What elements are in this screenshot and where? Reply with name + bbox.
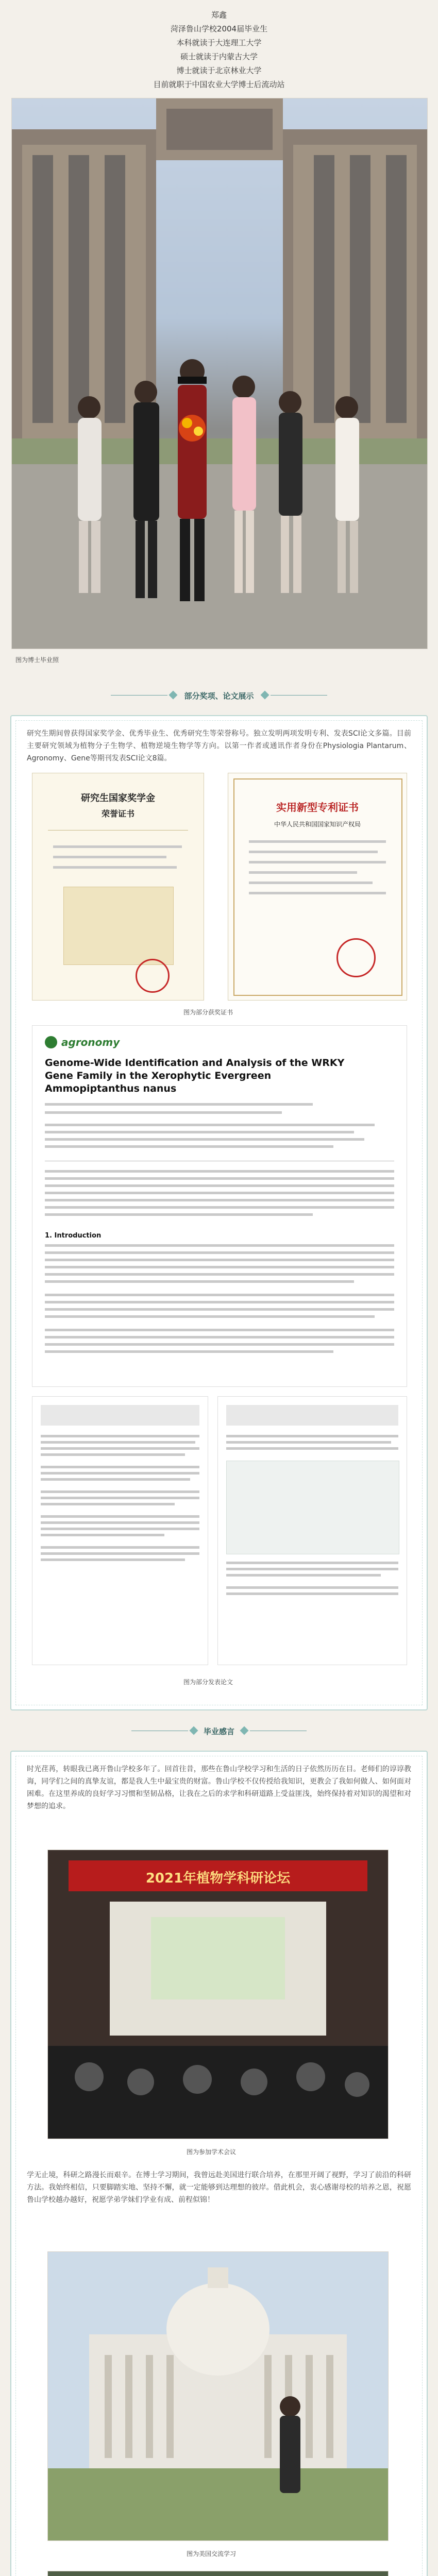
- divider-left: [111, 695, 167, 696]
- paper-line: [41, 1558, 185, 1561]
- paper-title: Genome-Wide Identification and Analysis of the WRKY Gene Family in the Xerophytic Evergreen Ammopiptanthus nanus: [45, 1057, 345, 1094]
- certificate-subtitle: 荣誉证书: [101, 809, 134, 819]
- paper-line: [41, 1472, 199, 1475]
- abstract-line: [45, 1177, 394, 1180]
- body-line: [45, 1315, 375, 1318]
- body-line: [45, 1294, 394, 1296]
- paper-line: [41, 1447, 199, 1450]
- usa-visit-photo-art: [48, 2252, 388, 2540]
- patent-certificate: [228, 773, 407, 1001]
- paper-line: [41, 1466, 199, 1468]
- patent-title: 实用新型专利证书: [276, 801, 359, 814]
- scholarship-certificate: [32, 773, 204, 1001]
- message-section-header: [0, 1721, 438, 1741]
- paper-line: [41, 1441, 195, 1444]
- message-paragraph-2: 学无止境，科研之路漫长而艰辛。在博士学习期间，我曾远赴美国进行联合培养，在那里开阔了视野，学习了前沿的科研方法。我始终相信，只要脚踏实地、坚持不懈，就一定能够到达理想的彼岸。借此机会，衷心感谢母校的培养之恩，祝愿鲁山学校越办越好，祝愿学弟学妹们学业有成、前程似锦！: [27, 2171, 411, 2204]
- paper-line: [41, 1515, 199, 1518]
- graduation-photo: [11, 98, 428, 649]
- paper-header-block: [41, 1405, 199, 1426]
- paper-line: [41, 1552, 199, 1555]
- body-line: [45, 1244, 394, 1247]
- journal-name: agronomy: [61, 1036, 120, 1048]
- paper-line: [226, 1435, 398, 1437]
- usa-visit-caption: 图为美国交流学习: [187, 2550, 237, 2557]
- journal-paper-page: [32, 1025, 407, 1387]
- certificate-rule: [48, 830, 188, 831]
- patent-line: [249, 861, 386, 863]
- paper-thumbnail-right: [217, 1396, 407, 1665]
- paper-line: [226, 1568, 398, 1570]
- patent-subtitle: 中华人民共和国国家知识产权局: [274, 821, 361, 828]
- paper-figure: [226, 1461, 399, 1554]
- message-card: [10, 1751, 428, 2576]
- affiliation-line: [45, 1138, 364, 1141]
- papers-paragraph: 研究生期间曾获得国家奖学金、优秀毕业生、优秀研究生等荣誉称号。独立发明两项发明专利、发表SCI论文多篇。目前主要研究领域为植物分子生物学、植物逆境生物学等方向。以第一作者或通讯作者身份在Physiologia Plantarum、Agronomy、Gene等期刊发表SCI论文8篇。: [27, 730, 411, 762]
- patent-line: [249, 851, 378, 853]
- paper-line: [226, 1586, 398, 1589]
- intro-line: 目前就职于中国农业大学博士后流动站: [153, 80, 285, 89]
- paper-line: [226, 1447, 398, 1450]
- paper-line: [41, 1546, 199, 1549]
- forum-banner: 2021年植物学科研论坛: [145, 1871, 291, 1886]
- paper-line: [41, 1478, 190, 1481]
- body-line: [45, 1251, 394, 1254]
- patent-stamp-icon: [336, 938, 376, 977]
- paper-line: [41, 1521, 199, 1524]
- papers-section-header: [0, 685, 438, 706]
- usa-visit-photo: [47, 2251, 389, 2541]
- body-line: [45, 1336, 394, 1338]
- intro-line: 郑鑫: [211, 10, 227, 20]
- abstract-line: [45, 1170, 394, 1173]
- message-paragraph-1: 时光荏苒，转眼我已离开鲁山学校多年了。回首往昔，那些在鲁山学校学习和生活的日子依然历历在目。老师们的谆谆教诲，同学们之间的真挚友谊，都是我人生中最宝贵的财富。鲁山学校不仅传授给我知识，更教会了我如何做人、如何面对困难。在这里养成的良好学习习惯和坚韧品格，让我在之后的求学和科研道路上受益匪浅，始终保持着对知识的渴望和对梦想的追求。: [27, 1765, 411, 1810]
- abstract-line: [45, 1184, 394, 1187]
- graduation-photo-art: [12, 98, 427, 649]
- certificate-line: [53, 856, 166, 858]
- paper-section-label: 1. Introduction: [45, 1232, 102, 1240]
- abstract-line: [45, 1192, 394, 1194]
- body-line: [45, 1273, 394, 1276]
- paper-line: [226, 1592, 398, 1595]
- papers-section-title: 部分奖项、论文展示: [184, 691, 254, 701]
- body-line: [45, 1329, 394, 1331]
- divider-right: [271, 695, 327, 696]
- affiliation-line: [45, 1124, 375, 1126]
- paper-line: [226, 1574, 381, 1577]
- body-line: [45, 1308, 394, 1311]
- paper-caption: 图为部分发表论文: [183, 1679, 233, 1686]
- group-photo: [47, 2571, 389, 2576]
- body-line: [45, 1343, 394, 1346]
- intro-line: 本科就读于大连理工大学: [176, 38, 262, 47]
- certificate-stamp-icon: [136, 959, 170, 993]
- patent-line: [249, 892, 386, 894]
- conference-photo: [47, 1850, 389, 2139]
- certificate-line: [53, 866, 177, 869]
- abstract-line: [45, 1199, 394, 1201]
- certificate-caption: 图为部分获奖证书: [183, 1009, 233, 1016]
- intro-line: 硕士就读于内蒙古大学: [180, 52, 258, 61]
- body-line: [45, 1350, 333, 1353]
- paper-line: [226, 1562, 398, 1564]
- intro-line: 菏泽鲁山学校2004届毕业生: [170, 24, 268, 33]
- body-line: [45, 1301, 394, 1303]
- conference-photo-caption: 图为参加学术会议: [187, 2148, 237, 2156]
- patent-line: [249, 840, 386, 843]
- author-line: [45, 1111, 282, 1114]
- certificate-line: [53, 845, 182, 848]
- group-photo-art: [48, 2571, 388, 2576]
- paper-line: [41, 1453, 185, 1456]
- paper-line: [41, 1534, 164, 1536]
- body-line: [45, 1259, 394, 1261]
- paper-line: [41, 1490, 199, 1493]
- body-line: [45, 1266, 394, 1268]
- certificate-title: 研究生国家奖学金: [81, 793, 155, 804]
- conference-photo-art: [48, 1850, 388, 2139]
- affiliation-line: [45, 1131, 354, 1133]
- paper-line: [226, 1441, 391, 1444]
- affiliation-line: [45, 1145, 333, 1148]
- patent-line: [249, 882, 373, 884]
- paper-line: [41, 1528, 199, 1530]
- body-line: [45, 1280, 354, 1283]
- paper-line: [41, 1497, 199, 1499]
- paper-line: [41, 1435, 199, 1437]
- journal-logo-icon: [45, 1036, 57, 1048]
- message-section-title: 毕业感言: [203, 1727, 234, 1736]
- author-line: [45, 1103, 313, 1106]
- papers-card: [10, 715, 428, 1710]
- intro-section: [0, 0, 438, 675]
- patent-line: [249, 871, 357, 874]
- abstract-line: [45, 1213, 313, 1216]
- abstract-line: [45, 1206, 394, 1209]
- paper-thumbnail-left: [32, 1396, 208, 1665]
- paper-header-block: [226, 1405, 398, 1426]
- certificate-emblem: [63, 887, 174, 965]
- paper-line: [41, 1503, 175, 1505]
- intro-line: 博士就读于北京林业大学: [176, 66, 262, 75]
- intro-text: [0, 8, 438, 92]
- graduation-photo-caption: 图为博士毕业照: [15, 656, 59, 664]
